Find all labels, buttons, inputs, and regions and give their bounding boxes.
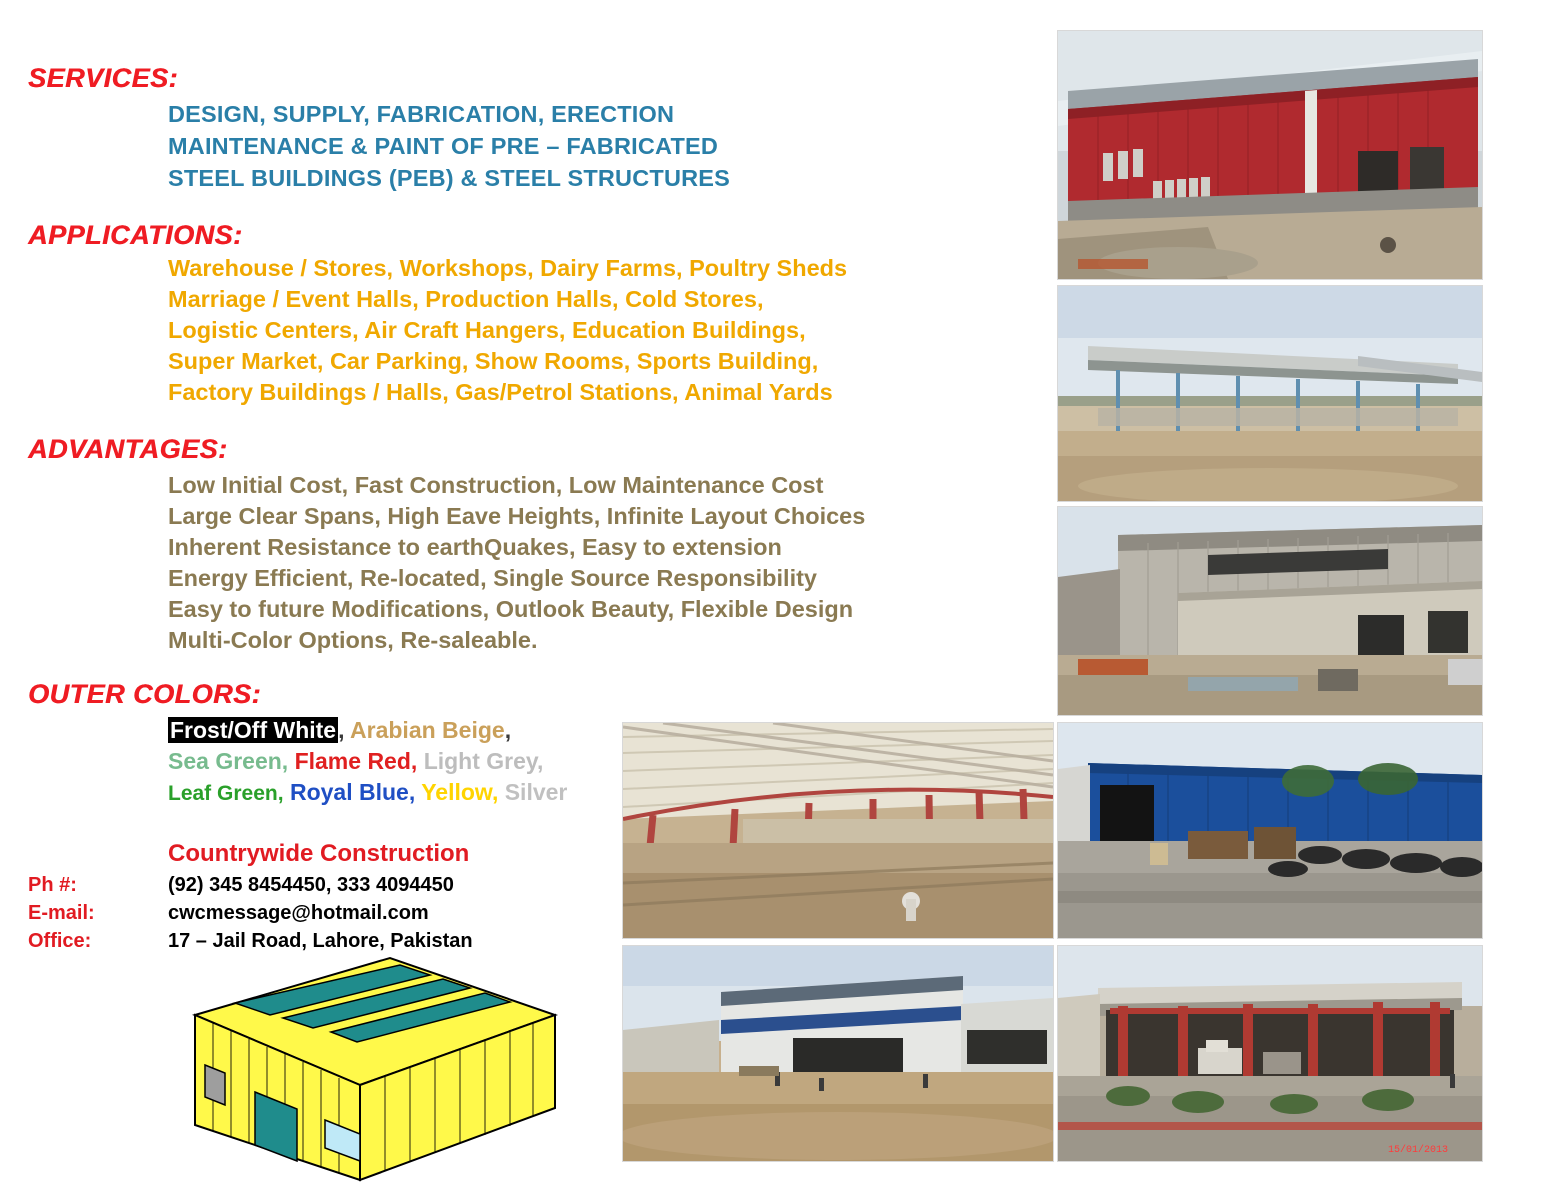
photo-red-portal-frame	[1057, 945, 1483, 1162]
advantages-line: Inherent Resistance to earthQuakes, Easy to extension	[168, 534, 782, 560]
color-swatch-royal-blue: Royal Blue	[289, 779, 409, 805]
photo-white-blue-warehouse	[622, 945, 1054, 1162]
services-heading: SERVICES:	[28, 63, 179, 93]
advantages-line: Energy Efficient, Re-located, Single Source Responsibility	[168, 565, 818, 591]
services-line: DESIGN, SUPPLY, FABRICATION, ERECTION	[168, 101, 675, 127]
applications-line: Super Market, Car Parking, Show Rooms, Sports Building,	[168, 348, 819, 374]
advantages-line: Easy to future Modifications, Outlook Beauty, Flexible Design	[168, 596, 854, 622]
services-line: MAINTENANCE & PAINT OF PRE – FABRICATED	[168, 133, 719, 159]
color-swatch-sea-green: Sea Green	[168, 748, 282, 774]
services-list	[168, 98, 730, 194]
color-swatch-flame-red: Flame Red	[294, 748, 411, 774]
building-window-left	[205, 1065, 225, 1105]
photo-blue-workshop	[1057, 722, 1483, 939]
color-swatch-frost-off-white: Frost/Off White	[170, 717, 337, 743]
outer-colors-row: Frost/Off White, Arabian Beige,	[170, 717, 512, 743]
services-line: STEEL BUILDINGS (PEB) & STEEL STRUCTURES	[168, 165, 731, 191]
advantages-line: Multi-Color Options, Re-saleable.	[168, 627, 538, 653]
phone-value: (92) 345 8454450, 333 4094450	[168, 874, 454, 896]
email-label: E-mail:	[28, 902, 95, 924]
applications-line: Marriage / Event Halls, Production Halls, Cold Stores,	[168, 286, 764, 312]
outer-colors-row: Sea Green, Flame Red, Light Grey,	[168, 748, 544, 774]
outer-colors-row: Leaf Green, Royal Blue, Yellow, Silver	[168, 779, 568, 805]
color-swatch-silver: Silver	[504, 779, 568, 805]
phone-label: Ph #:	[28, 874, 77, 896]
outer-colors-heading: OUTER COLORS:	[28, 679, 261, 709]
applications-line: Logistic Centers, Air Craft Hangers, Education Buildings,	[168, 317, 806, 343]
color-swatch-yellow: Yellow	[421, 779, 492, 805]
outer-colors-list	[168, 715, 567, 809]
company-name: Countrywide Construction	[168, 840, 470, 867]
photo-open-canopy-shed	[1057, 285, 1483, 502]
office-label: Office:	[28, 930, 92, 952]
color-swatch-leaf-green: Leaf Green	[168, 782, 278, 805]
applications-line: Factory Buildings / Halls, Gas/Petrol Stations, Animal Yards	[168, 379, 833, 405]
building-illustration	[85, 940, 565, 1190]
photo-red-warehouse	[1057, 30, 1483, 280]
advantages-line: Low Initial Cost, Fast Construction, Low Maintenance Cost	[168, 472, 824, 498]
advantages-line: Large Clear Spans, High Eave Heights, Infinite Layout Choices	[168, 503, 866, 529]
photo-timestamp: 15/01/2013	[1388, 1145, 1449, 1156]
advantages-heading: ADVANTAGES:	[28, 434, 228, 464]
applications-line: Warehouse / Stores, Workshops, Dairy Farms, Poultry Sheds	[168, 255, 848, 281]
email-value[interactable]: cwcmessage@hotmail.com	[168, 902, 429, 924]
applications-list	[168, 253, 847, 408]
photo-grey-factory	[1057, 506, 1483, 716]
color-swatch-light-grey: Light Grey	[423, 748, 537, 774]
photo-interior-roof-framing	[622, 722, 1054, 939]
applications-heading: APPLICATIONS:	[28, 220, 243, 250]
color-swatch-arabian-beige: Arabian Beige	[350, 717, 505, 743]
advantages-list	[168, 470, 865, 656]
office-value: 17 – Jail Road, Lahore, Pakistan	[168, 930, 473, 952]
